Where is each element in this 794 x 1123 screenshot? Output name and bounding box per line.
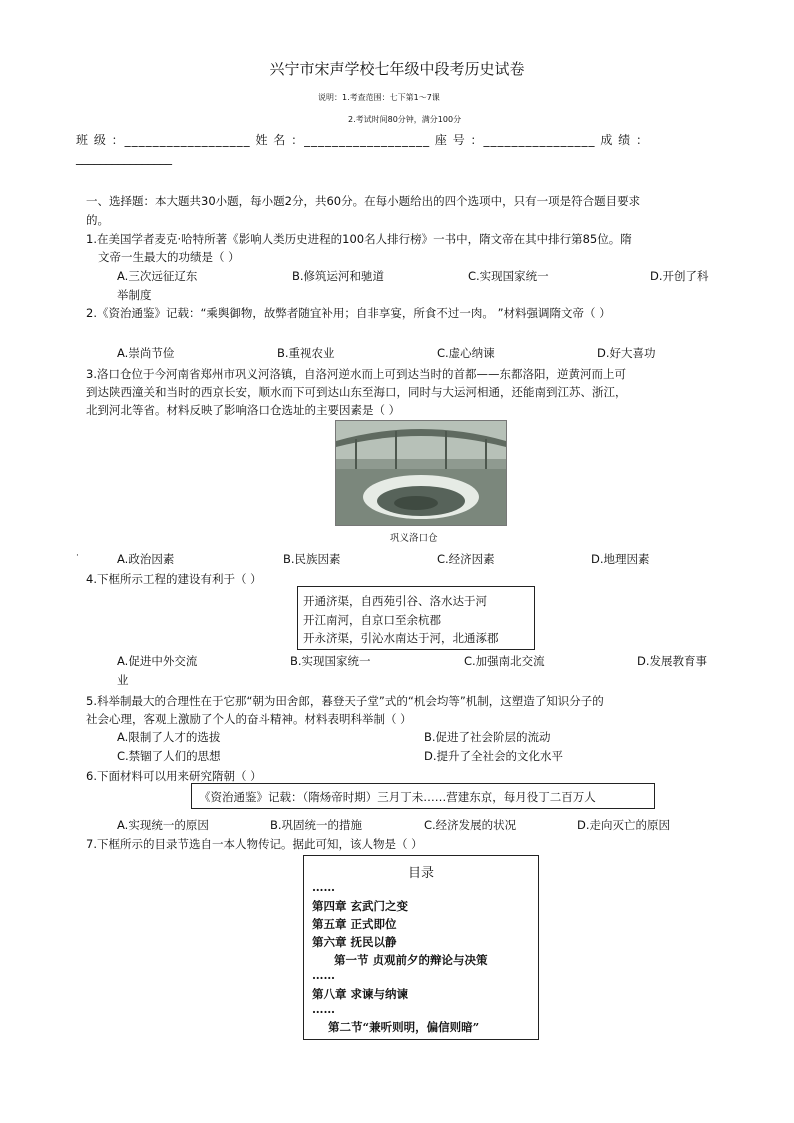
question-3-option-c[interactable]: C.经济因素: [437, 552, 495, 566]
toc-title: 目录: [407, 866, 434, 881]
toc-chapter-5: 第五章 正式即位: [312, 917, 397, 931]
stray-mark: ·: [76, 551, 79, 561]
toc-chapter-6: 第六章 抚民以静: [312, 935, 397, 949]
question-1-stem-cont: 文帝一生最大的功绩是（ ）: [98, 250, 240, 264]
question-6-option-d[interactable]: D.走向灭亡的原因: [577, 818, 671, 832]
toc-section-1: 第一节 贞观前夕的辩论与决策: [334, 953, 488, 967]
question-5-option-c[interactable]: C.禁锢了人们的思想: [117, 749, 221, 763]
photo-caption: 巩义洛口仓: [390, 533, 438, 544]
material-line-2: 开江南河，自京口至余杭郡: [303, 613, 441, 627]
question-1-option-d-cont: 举制度: [117, 288, 152, 302]
question-6-material-box: [191, 783, 655, 809]
exam-title: 兴宁市宋声学校七年级中段考历史试卷: [269, 60, 525, 78]
student-info-line: 班 级 ：__________________ 姓 名 ：__________________ 座 号 ：________________ 成 绩 ：: [76, 133, 649, 147]
toc-ellipsis: ……: [312, 880, 335, 894]
question-5-stem-cont: 社会心理，客观上激励了个人的奋斗精神。材料表明科举制（ ）: [86, 712, 412, 726]
toc-chapter-8: 第八章 求谏与纳谏: [312, 987, 409, 1001]
question-4-option-b[interactable]: B.实现国家统一: [290, 654, 371, 668]
toc-ellipsis: ……: [312, 1002, 335, 1016]
luokou-granary-photo: [335, 420, 507, 526]
material-line-1: 开通济渠，自西苑引谷、洛水达于河: [303, 594, 487, 608]
section-instruction: 一、选择题：本大题共30小题，每小题2分，共60分。在每小题给出的四个选项中，只有一项是符合题目要求: [86, 194, 641, 208]
question-4-option-a[interactable]: A.促进中外交流: [117, 654, 198, 668]
question-6-stem: 6.下面材料可以用来研究隋朝（ ）: [86, 769, 262, 783]
toc-ellipsis: ……: [312, 968, 335, 982]
section-instruction-cont: 的。: [86, 213, 109, 227]
question-5-option-a[interactable]: A.限制了人才的选拔: [117, 730, 221, 744]
question-7-stem: 7.下框所示的目录节选自一本人物传记。据此可知，该人物是（ ）: [86, 837, 423, 851]
question-3-option-a[interactable]: A.政治因素: [117, 552, 175, 566]
material-line-3: 开永济渠，引沁水南达于河，北通涿郡: [303, 631, 499, 645]
question-2-option-a[interactable]: A.崇尚节俭: [117, 346, 175, 360]
toc-section-2: 第二节“兼听则明，偏信则暗”: [328, 1020, 480, 1034]
question-2-option-d[interactable]: D.好大喜功: [597, 346, 656, 360]
question-3-stem-line2: 到达陕西潼关和当时的西京长安，顺水而下可到达山东至海口，同时与大运河相通，还能南到江苏、浙江，: [86, 385, 627, 399]
student-info-line-2: ________________: [76, 151, 172, 165]
question-3-stem-line3: 北到河北等省。材料反映了影响洛口仓选址的主要因素是（ ）: [86, 403, 401, 417]
question-5-stem: 5.科举制最大的合理性在于它那“朝为田舍郎，暮登天子堂”式的“机会均等”机制，这塑造了知识分子的: [86, 694, 604, 708]
question-6-option-a[interactable]: A.实现统一的原因: [117, 818, 209, 832]
question-1-option-c[interactable]: C.实现国家统一: [468, 269, 549, 283]
exam-note-scope: 说明：1.考查范围：七下第1～7课: [318, 93, 440, 102]
question-4-option-c[interactable]: C.加强南北交流: [464, 654, 545, 668]
question-1-option-a[interactable]: A.三次远征辽东: [117, 269, 198, 283]
question-5-option-d[interactable]: D.提升了全社会的文化水平: [424, 749, 564, 763]
question-6-option-c[interactable]: C.经济发展的状况: [424, 818, 517, 832]
question-3-option-b[interactable]: B.民族因素: [283, 552, 341, 566]
question-2-stem: 2.《资治通鉴》记载：“乘舆御物，故弊者随宜补用；自非享宴，所食不过一肉。 ”材料强调隋文帝（ ）: [86, 306, 611, 320]
question-1-stem: 1.在美国学者麦克·哈特所著《影响人类历史进程的100名人排行榜》一书中，隋文帝在其中排行第85位。隋: [86, 232, 632, 246]
question-1-option-b[interactable]: B.修筑运河和驰道: [292, 269, 385, 283]
question-4-option-d[interactable]: D.发展教育事: [637, 654, 708, 668]
question-2-option-b[interactable]: B.重视农业: [277, 346, 335, 360]
question-7-toc-box: [303, 855, 539, 1040]
question-2-option-c[interactable]: C.虚心纳谏: [437, 346, 495, 360]
question-4-material-box: [297, 586, 535, 650]
question-6-option-b[interactable]: B.巩固统一的措施: [270, 818, 363, 832]
toc-chapter-4: 第四章 玄武门之变: [312, 899, 409, 913]
question-5-option-b[interactable]: B.促进了社会阶层的流动: [424, 730, 551, 744]
question-3-option-d[interactable]: D.地理因素: [591, 552, 650, 566]
question-4-stem: 4.下框所示工程的建设有利于（ ）: [86, 572, 262, 586]
exam-note-time: 2.考试时间80分钟，满分100分: [348, 115, 462, 124]
question-3-stem: 3.洛口仓位于今河南省郑州市巩义河洛镇，自洛河逆水而上可到达当时的首都——东都洛阳，逆黄河而上可: [86, 367, 626, 381]
material-quote: 《资治通鉴》记载：（隋炀帝时期）三月丁未……营建东京，每月役丁二百万人: [199, 790, 596, 804]
question-4-option-d-cont: 业: [117, 673, 129, 687]
question-1-option-d[interactable]: D.开创了科: [650, 269, 709, 283]
